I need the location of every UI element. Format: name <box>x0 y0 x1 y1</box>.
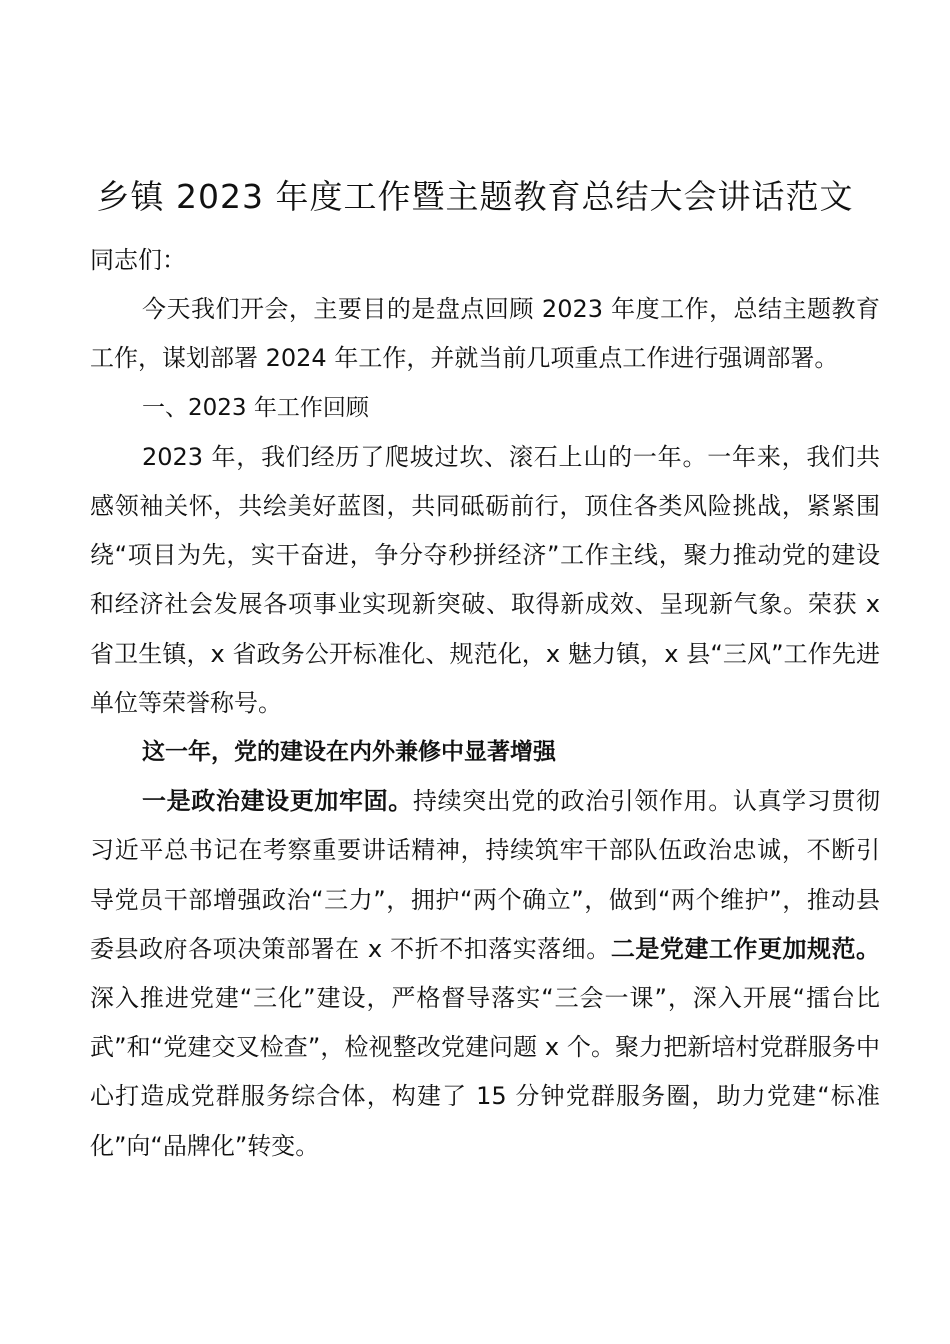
points-paragraph <box>90 777 880 1171</box>
review-paragraph: 2023 年，我们经历了爬坡过坎、滚石上山的一年。一年来，我们共感领袖关怀，共绘美好蓝图，共同砥砺前行，顶住各类风险挑战，紧紧围绕“项目为先，实干奋进，争分夺秒拼经济”工作主线，聚力推动党的建设和经济社会发展各项事业实现新突破、取得新成效、呈现新气象。荣获 x 省卫生镇，x 省政务公开标准化、规范化，x 魅力镇，x 县“三风”工作先进单位等荣誉称号。 <box>90 442 880 717</box>
point2-lead: 二是党建工作更加规范。 <box>610 934 880 963</box>
intro-paragraph: 今天我们开会，主要目的是盘点回顾 2023 年度工作，总结主题教育工作，谋划部署 2024 年工作，并就当前几项重点工作进行强调部署。 <box>90 295 880 373</box>
salutation: 同志们： <box>90 246 186 274</box>
section-heading: 一、2023 年工作回顾 <box>142 394 369 421</box>
document-body <box>90 236 880 1171</box>
point1-text: 持续突出党的政治引领作用。认真学习贯彻习近平总书记在考察重要讲话精神，持续筑牢干部队伍政治忠诚，不断引导党员干部增强政治“三力”，拥护“两个确立”，做到“两个维护”，推动县委县政府各项决策部署在 x 不折不扣落实落细。 <box>90 787 880 963</box>
point1-lead: 一是政治建设更加牢固。 <box>142 787 413 816</box>
point2-text: 深入推进党建“三化”建设，严格督导落实“三会一课”，深入开展“擂台比武”和“党建交叉检查”，检视整改党建问题 x 个。聚力把新培村党群服务中心打造成党群服务综合体，构建了 15 分钟党群服务圈，助力党建“标准化”向“品牌化”转变。 <box>90 984 880 1160</box>
subheading: 这一年，党的建设在内外兼修中显著增强 <box>142 739 556 766</box>
document-title: 乡镇 2023 年度工作暨主题教育总结大会讲话范文 <box>96 177 854 216</box>
